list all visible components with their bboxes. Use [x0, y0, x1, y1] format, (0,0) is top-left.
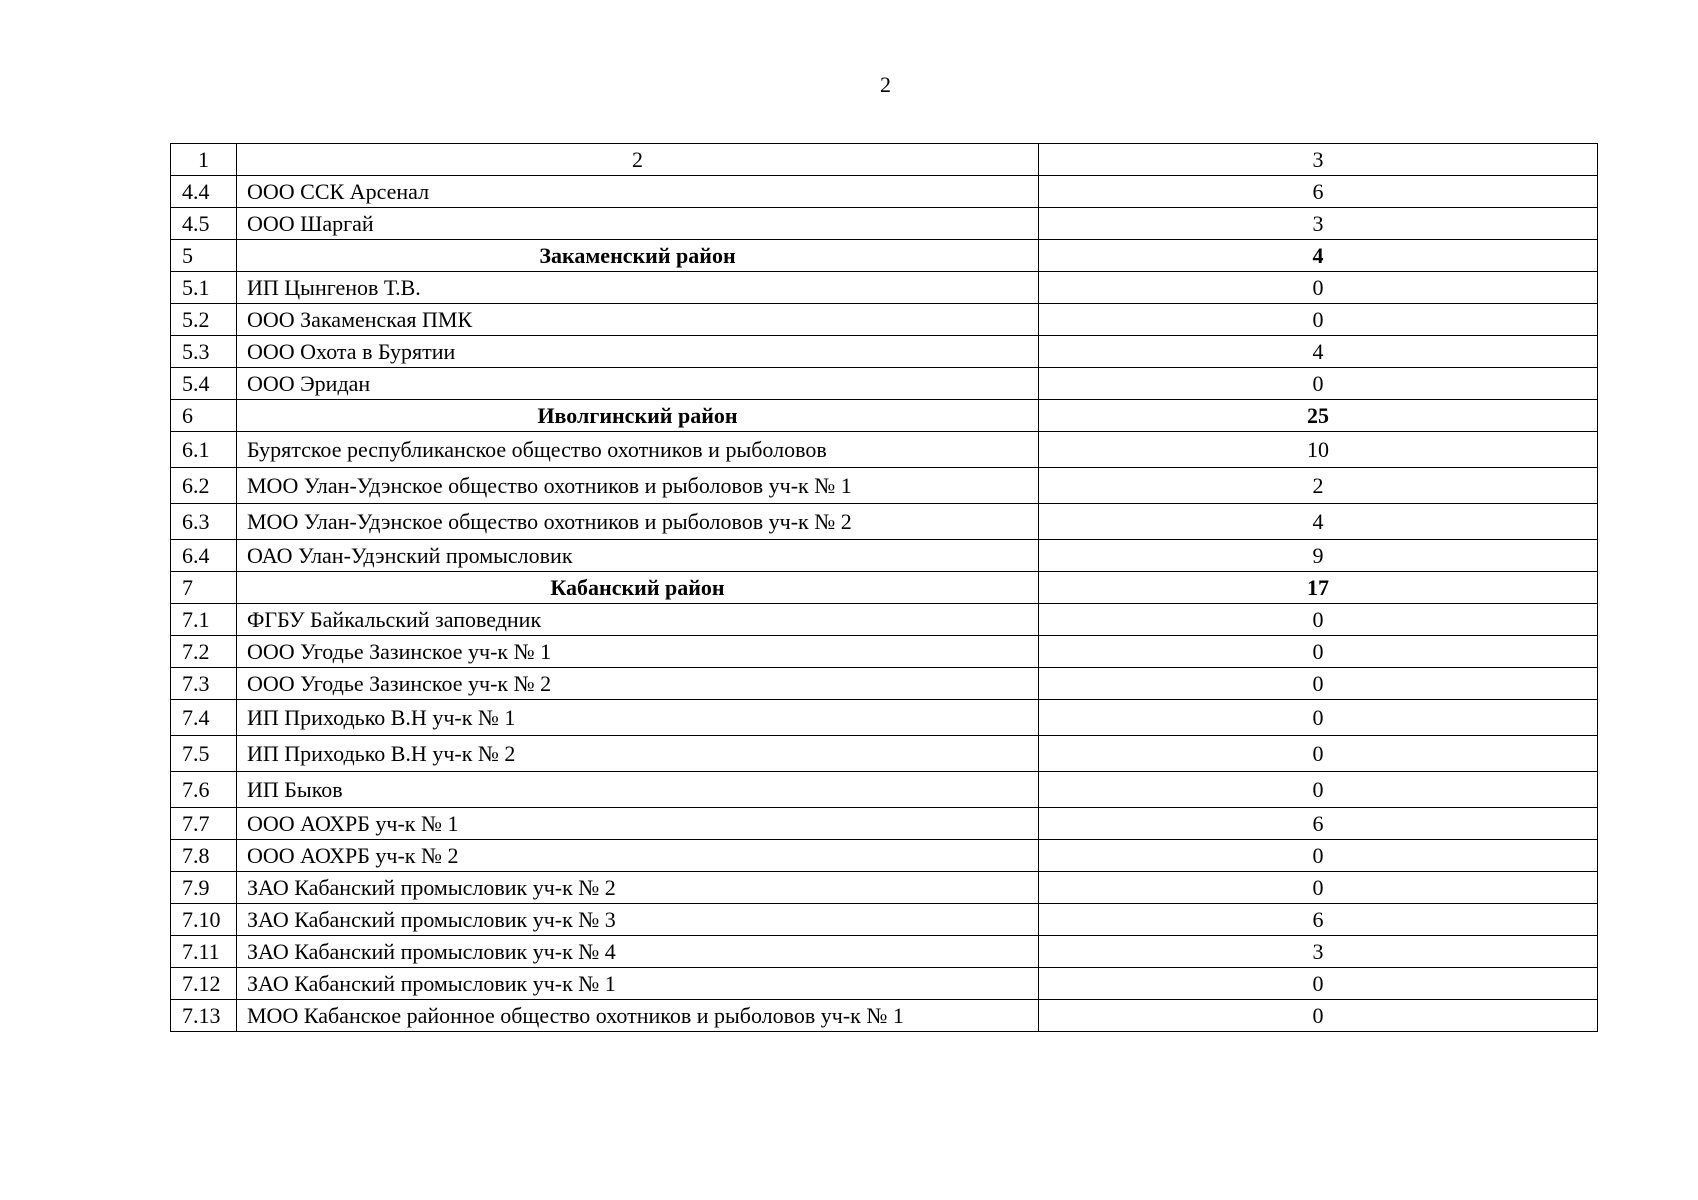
header-cell-value: 3: [1039, 144, 1598, 176]
table-row: [171, 336, 1598, 368]
organization-name-cell: ЗАО Кабанский промысловик уч-к № 3: [237, 904, 1039, 936]
row-number-cell: 7.9: [171, 872, 237, 904]
organization-name-cell: ИП Приходько В.Н уч-к № 2: [237, 736, 1039, 772]
value-cell: 6: [1039, 176, 1598, 208]
row-number-cell: 7.4: [171, 700, 237, 736]
table-row: [171, 468, 1598, 504]
value-cell: 10: [1039, 432, 1598, 468]
district-row: [171, 400, 1598, 432]
table-row: [171, 368, 1598, 400]
organization-name-cell: ООО Закаменская ПМК: [237, 304, 1039, 336]
value-cell: 0: [1039, 668, 1598, 700]
table-row: [171, 176, 1598, 208]
district-row: [171, 572, 1598, 604]
row-number-cell: 7: [171, 572, 237, 604]
row-number-cell: 5.1: [171, 272, 237, 304]
value-cell: 0: [1039, 1000, 1598, 1032]
header-cell-name: 2: [237, 144, 1039, 176]
value-cell: 4: [1039, 336, 1598, 368]
value-cell: 4: [1039, 240, 1598, 272]
table-row: [171, 736, 1598, 772]
organization-name-cell: МОО Кабанское районное общество охотников и рыболовов уч-к № 1: [237, 1000, 1039, 1032]
organization-name-cell: ООО АОХРБ уч-к № 1: [237, 808, 1039, 840]
organization-name-cell: ООО Эридан: [237, 368, 1039, 400]
value-cell: 0: [1039, 772, 1598, 808]
row-number-cell: 4.5: [171, 208, 237, 240]
value-cell: 0: [1039, 304, 1598, 336]
organization-name-cell: ООО Угодье Зазинское уч-к № 1: [237, 636, 1039, 668]
table-row: [171, 1000, 1598, 1032]
value-cell: 3: [1039, 208, 1598, 240]
row-number-cell: 6: [171, 400, 237, 432]
table-row: [171, 840, 1598, 872]
value-cell: 25: [1039, 400, 1598, 432]
row-number-cell: 7.12: [171, 968, 237, 1000]
table-row: [171, 904, 1598, 936]
organization-name-cell: ЗАО Кабанский промысловик уч-к № 1: [237, 968, 1039, 1000]
page-number: 2: [880, 72, 891, 97]
row-number-cell: 5.3: [171, 336, 237, 368]
value-cell: 0: [1039, 272, 1598, 304]
organization-name-cell: Иволгинский район: [237, 400, 1039, 432]
table-row: [171, 504, 1598, 540]
value-cell: 0: [1039, 872, 1598, 904]
row-number-cell: 7.11: [171, 936, 237, 968]
row-number-cell: 7.3: [171, 668, 237, 700]
organization-name-cell: ИП Цынгенов Т.В.: [237, 272, 1039, 304]
district-row: [171, 240, 1598, 272]
organization-name-cell: МОО Улан-Удэнское общество охотников и рыболовов уч-к № 2: [237, 504, 1039, 540]
value-cell: 0: [1039, 604, 1598, 636]
table-row: [171, 432, 1598, 468]
table-row: [171, 772, 1598, 808]
table-row: [171, 304, 1598, 336]
table-row: [171, 272, 1598, 304]
organization-name-cell: ОАО Улан-Удэнский промысловик: [237, 540, 1039, 572]
row-number-cell: 6.4: [171, 540, 237, 572]
organization-name-cell: ИП Быков: [237, 772, 1039, 808]
value-cell: 6: [1039, 808, 1598, 840]
organization-name-cell: ЗАО Кабанский промысловик уч-к № 4: [237, 936, 1039, 968]
organization-name-cell: ООО Угодье Зазинское уч-к № 2: [237, 668, 1039, 700]
row-number-cell: 7.13: [171, 1000, 237, 1032]
value-cell: 0: [1039, 736, 1598, 772]
row-number-cell: 6.1: [171, 432, 237, 468]
value-cell: 9: [1039, 540, 1598, 572]
organization-name-cell: ООО Шаргай: [237, 208, 1039, 240]
row-number-cell: 6.2: [171, 468, 237, 504]
table-row: [171, 636, 1598, 668]
value-cell: 17: [1039, 572, 1598, 604]
value-cell: 6: [1039, 904, 1598, 936]
table-row: [171, 208, 1598, 240]
value-cell: 3: [1039, 936, 1598, 968]
organization-name-cell: ЗАО Кабанский промысловик уч-к № 2: [237, 872, 1039, 904]
row-number-cell: 7.7: [171, 808, 237, 840]
organization-name-cell: ИП Приходько В.Н уч-к № 1: [237, 700, 1039, 736]
organization-name-cell: МОО Улан-Удэнское общество охотников и рыболовов уч-к № 1: [237, 468, 1039, 504]
hunting-grounds-table: [170, 143, 1598, 1032]
table-body: [171, 144, 1598, 1032]
header-cell-number: 1: [171, 144, 237, 176]
organization-name-cell: ООО ССК Арсенал: [237, 176, 1039, 208]
row-number-cell: 7.1: [171, 604, 237, 636]
table-row: [171, 668, 1598, 700]
row-number-cell: 5.4: [171, 368, 237, 400]
value-cell: 0: [1039, 700, 1598, 736]
table-row: [171, 700, 1598, 736]
row-number-cell: 6.3: [171, 504, 237, 540]
header-row: [171, 144, 1598, 176]
organization-name-cell: ООО Охота в Бурятии: [237, 336, 1039, 368]
value-cell: 0: [1039, 368, 1598, 400]
organization-name-cell: ООО АОХРБ уч-к № 2: [237, 840, 1039, 872]
organization-name-cell: Кабанский район: [237, 572, 1039, 604]
row-number-cell: 5.2: [171, 304, 237, 336]
table-row: [171, 872, 1598, 904]
table-row: [171, 540, 1598, 572]
table-row: [171, 604, 1598, 636]
value-cell: 2: [1039, 468, 1598, 504]
organization-name-cell: Закаменский район: [237, 240, 1039, 272]
row-number-cell: 7.8: [171, 840, 237, 872]
organization-name-cell: ФГБУ Байкальский заповедник: [237, 604, 1039, 636]
row-number-cell: 4.4: [171, 176, 237, 208]
row-number-cell: 7.10: [171, 904, 237, 936]
value-cell: 0: [1039, 840, 1598, 872]
organization-name-cell: Бурятское республиканское общество охотников и рыболовов: [237, 432, 1039, 468]
row-number-cell: 7.2: [171, 636, 237, 668]
value-cell: 4: [1039, 504, 1598, 540]
table-row: [171, 968, 1598, 1000]
value-cell: 0: [1039, 636, 1598, 668]
row-number-cell: 7.5: [171, 736, 237, 772]
table-row: [171, 808, 1598, 840]
value-cell: 0: [1039, 968, 1598, 1000]
row-number-cell: 7.6: [171, 772, 237, 808]
row-number-cell: 5: [171, 240, 237, 272]
table-row: [171, 936, 1598, 968]
